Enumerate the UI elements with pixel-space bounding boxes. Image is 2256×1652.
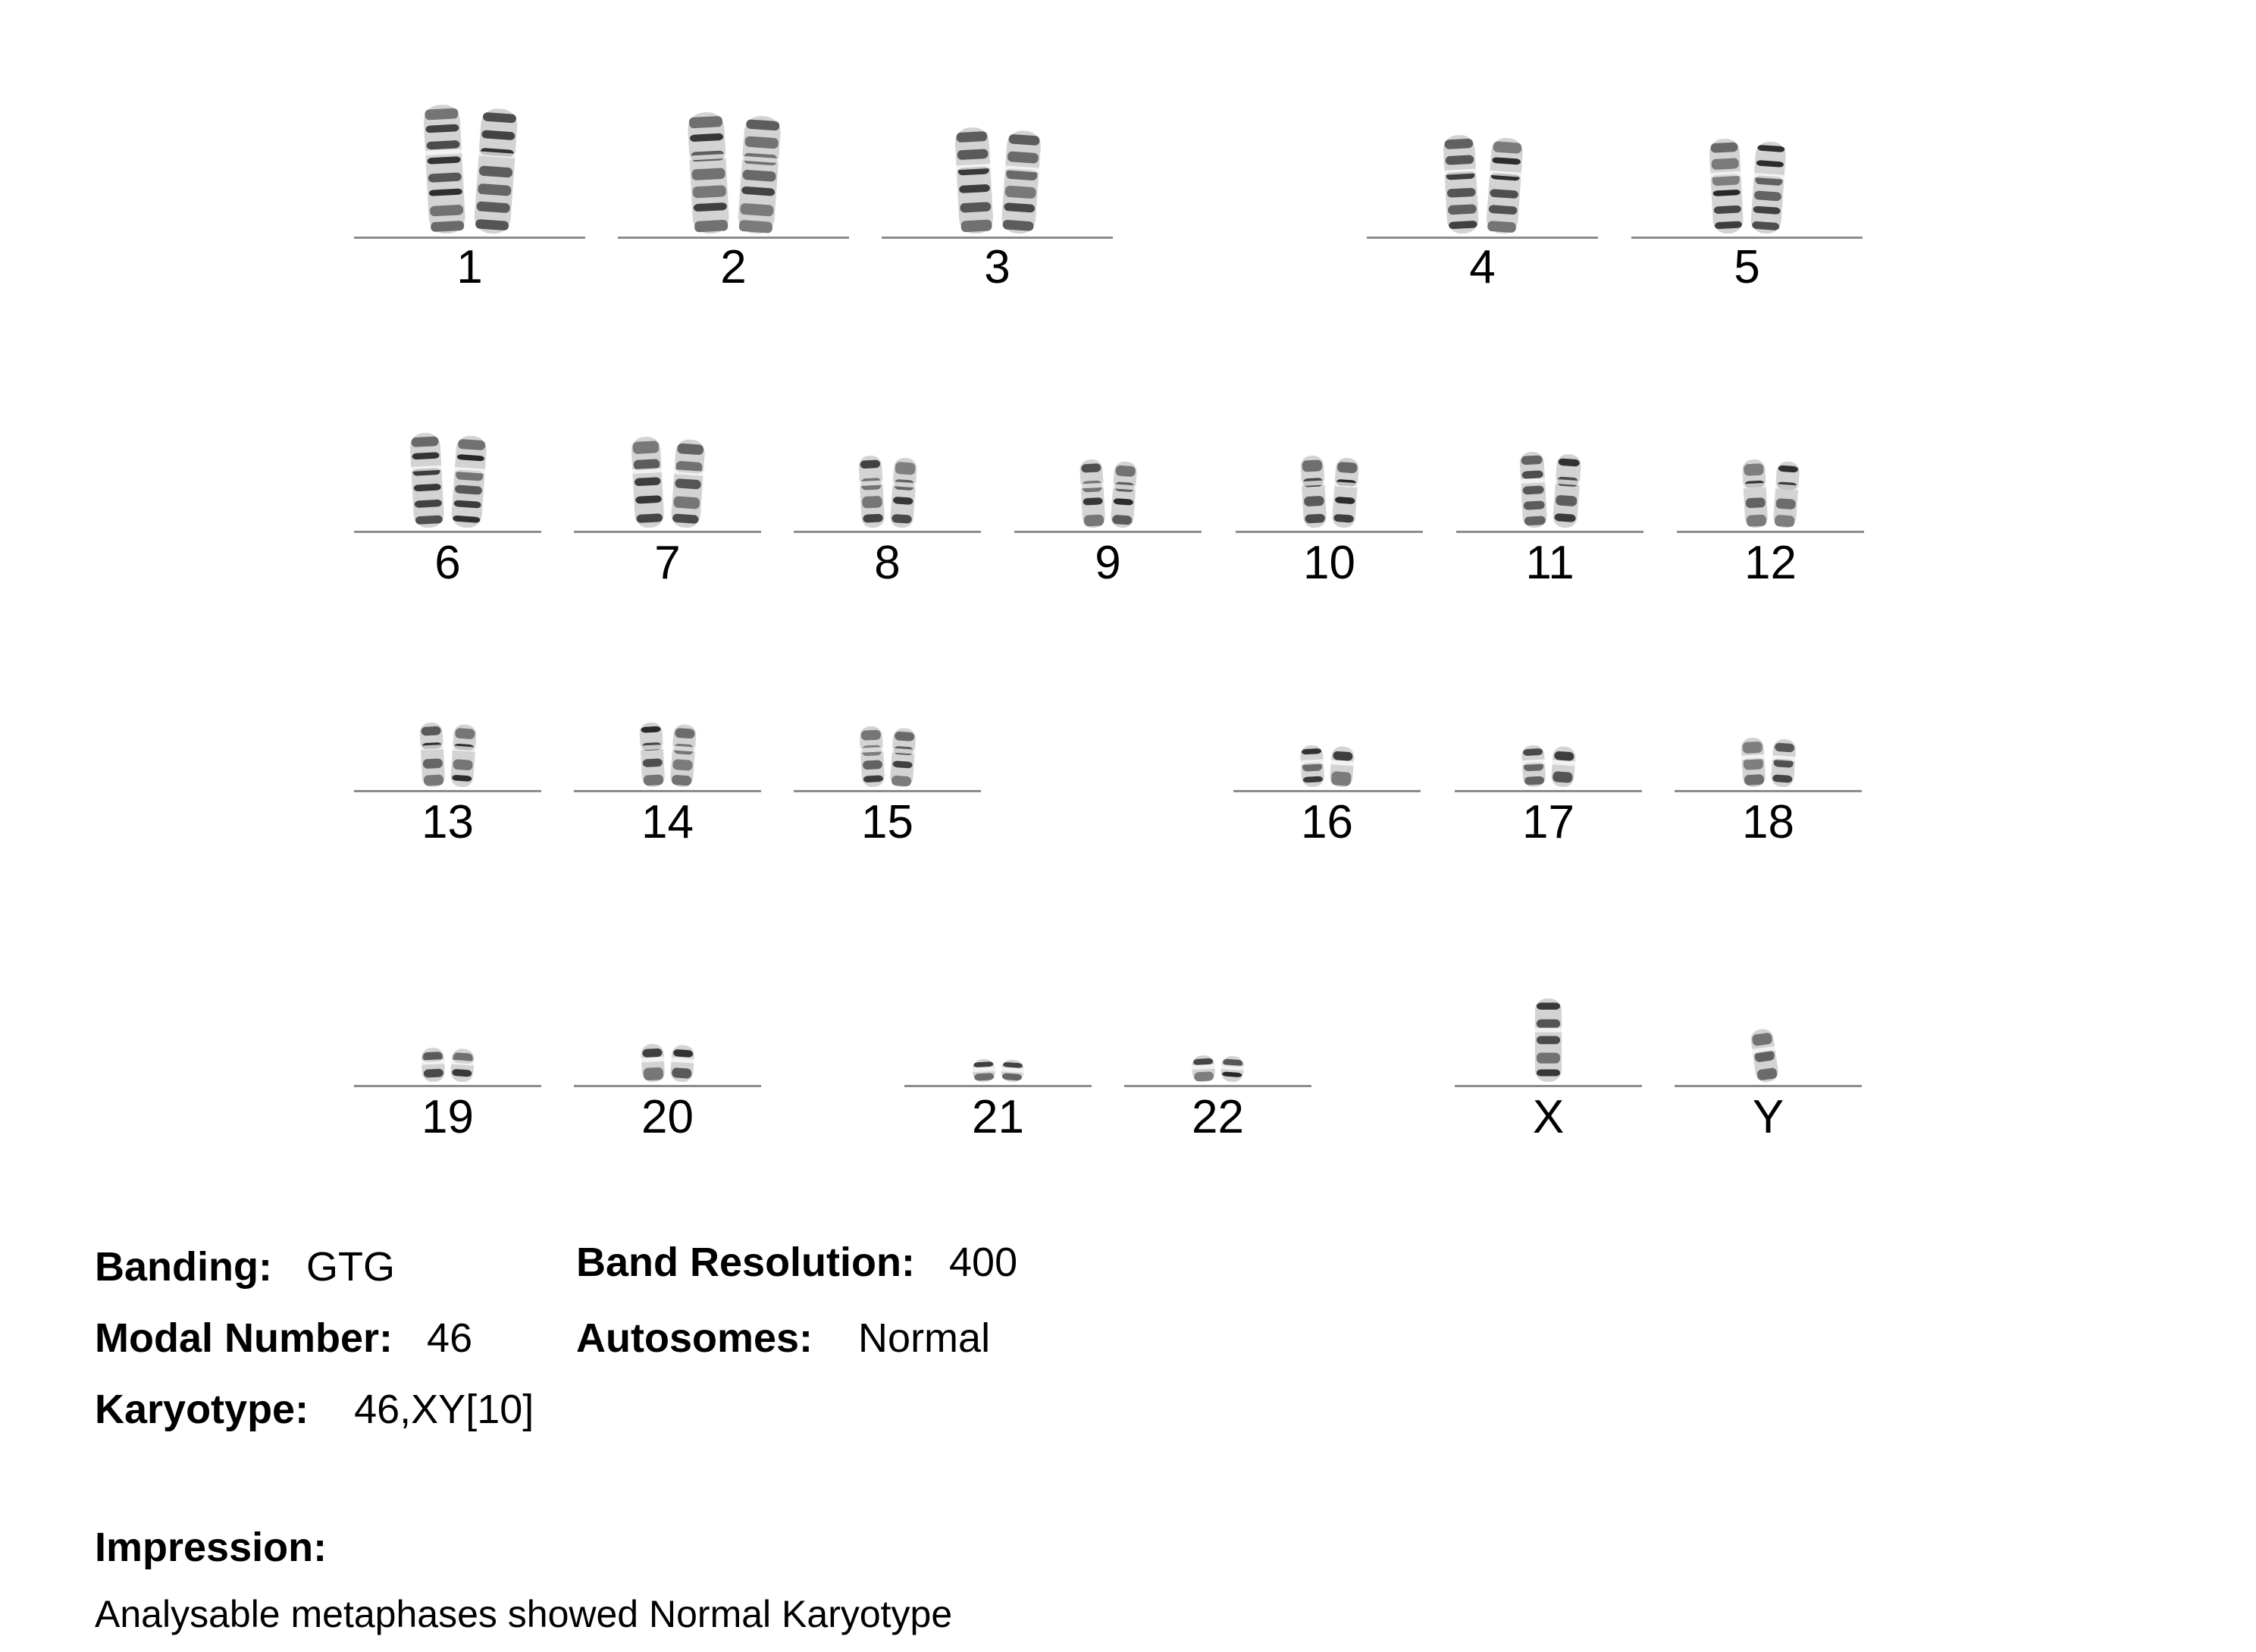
chromosome-pair-y [1675, 0, 1862, 1155]
impression-heading [95, 1524, 327, 1571]
chromosome-pair-x [1455, 0, 1642, 1155]
chromosome-label: 4 [1469, 241, 1496, 293]
chromosome-image [354, 0, 541, 1085]
impression-text: Analysable metaphases showed Normal Karyotype [95, 1593, 953, 1635]
autosomes-value: Normal [858, 1315, 991, 1361]
autosomes-field [576, 1315, 990, 1362]
chromosome-label: 19 [421, 1091, 474, 1143]
chromosome-pair-20 [574, 0, 761, 1155]
chromosome-label: 13 [421, 796, 474, 848]
chromosome-image [1675, 0, 1862, 1085]
autosomes-label: Autosomes: [576, 1315, 813, 1361]
chromosome-label: 5 [1734, 241, 1760, 293]
chromatid-shape [1750, 1028, 1779, 1083]
chromosome-pair-21 [904, 0, 1092, 1155]
chromosome-image [574, 0, 761, 1085]
chromosome-image [1124, 0, 1311, 1085]
banding-label: Banding: [95, 1244, 272, 1290]
chromosome-label: Y [1752, 1091, 1784, 1143]
chromatid-shape [1000, 1059, 1024, 1083]
chromosome-pair-19 [354, 0, 541, 1155]
chromatid-shape [1330, 746, 1355, 788]
chromosome-label: 10 [1303, 537, 1355, 589]
chromosome-baseline [354, 1085, 541, 1087]
chromosome-label: 18 [1742, 796, 1794, 848]
chromosome-baseline [574, 1085, 761, 1087]
banding-field [95, 1243, 395, 1290]
chromosome-label: 15 [861, 796, 913, 848]
chromosome-label: 12 [1744, 537, 1797, 589]
chromosome-label: 20 [641, 1091, 694, 1143]
banding-value: GTG [306, 1244, 395, 1290]
chromosome-label: 3 [984, 241, 1010, 293]
chromosome-label: 2 [720, 241, 747, 293]
band-resolution-value: 400 [949, 1240, 1018, 1285]
chromosome-baseline [1124, 1085, 1311, 1087]
modal-number-label: Modal Number: [95, 1315, 393, 1361]
chromatid-shape [1220, 1055, 1245, 1083]
chromosome-label: 14 [641, 796, 694, 848]
chromosome-label: 17 [1522, 796, 1574, 848]
impression-label: Impression: [95, 1525, 327, 1570]
chromatid-shape [859, 726, 885, 787]
chromatid-shape [1191, 1055, 1215, 1083]
chromosome-baseline [1455, 1085, 1642, 1087]
chromosome-label: 16 [1301, 796, 1353, 848]
band-resolution-field [576, 1239, 1017, 1286]
band-resolution-label: Band Resolution: [576, 1240, 915, 1285]
karyotype-value: 46,XY[10] [354, 1387, 534, 1432]
chromosome-image [1455, 0, 1642, 1085]
karyotype-field [95, 1386, 534, 1433]
modal-number-value: 46 [427, 1315, 473, 1361]
chromosome-label: 21 [972, 1091, 1024, 1143]
chromatid-shape [450, 1048, 475, 1083]
chromatid-shape [670, 1045, 695, 1083]
chromosome-label: 7 [654, 537, 681, 589]
chromosome-label: 6 [434, 537, 461, 589]
chromosome-baseline [1675, 1085, 1862, 1087]
karyotype-label: Karyotype: [95, 1387, 309, 1432]
chromosome-baseline [904, 1085, 1092, 1087]
chromosome-label: 9 [1095, 537, 1121, 589]
chromatid-shape [641, 1043, 666, 1083]
chromosome-label: 8 [874, 537, 901, 589]
chromatid-shape [1534, 998, 1562, 1082]
chromosome-image [904, 0, 1092, 1085]
modal-number-field [95, 1315, 472, 1362]
chromosome-label: 1 [456, 241, 483, 293]
chromatid-shape [972, 1058, 996, 1083]
chromosome-label: 11 [1525, 537, 1574, 589]
chromatid-shape [421, 1047, 445, 1083]
chromosome-pair-22 [1124, 0, 1311, 1155]
chromosome-label: 22 [1192, 1091, 1244, 1143]
chromosome-label: X [1532, 1091, 1565, 1143]
